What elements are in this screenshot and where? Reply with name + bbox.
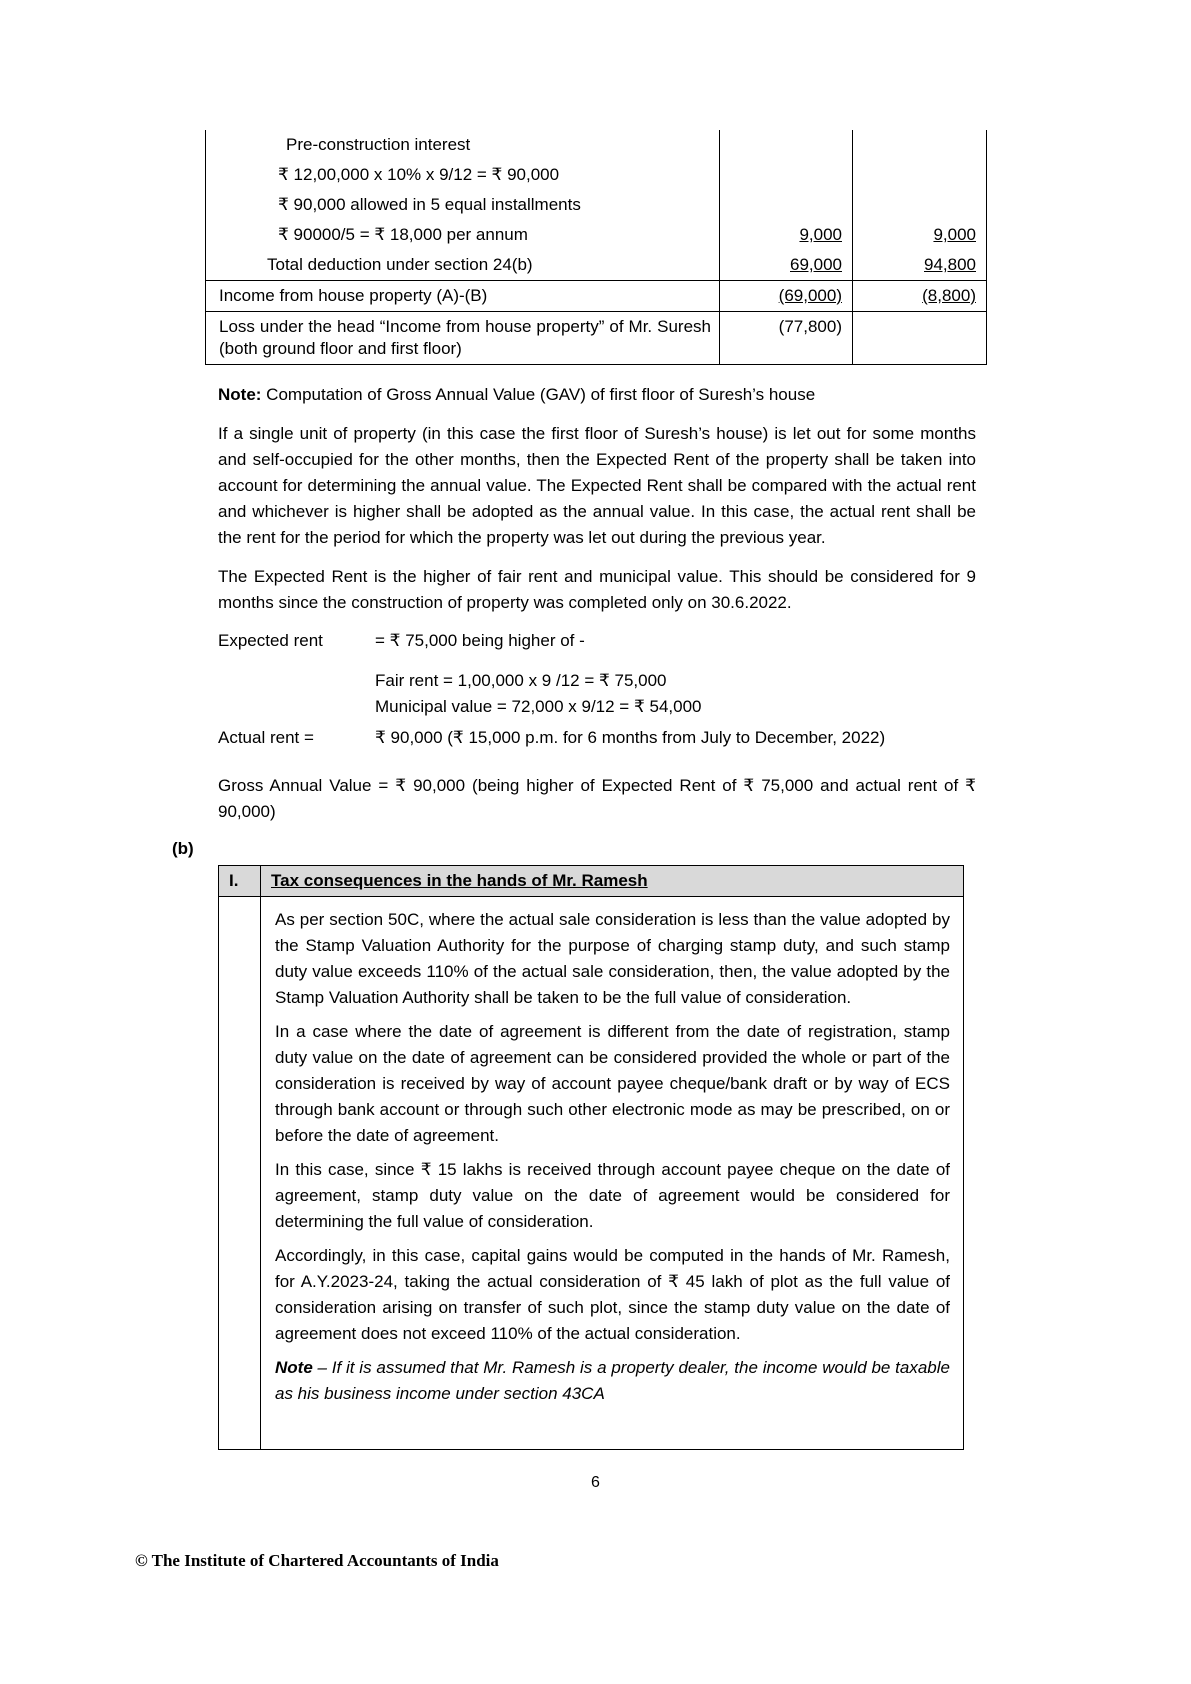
fair-rent-line: Fair rent = 1,00,000 x 9 /12 = ₹ 75,000 [375, 671, 667, 690]
amount-first-floor [853, 130, 987, 160]
amount-ground-floor [720, 281, 853, 312]
paragraph-dealer-note [275, 1355, 950, 1407]
paragraph-15-lakhs: In this case, since ₹ 15 lakhs is received through account payee cheque on the date of agreement, stamp duty value on the date of agreement would be considered for determining the full value of consideration. [275, 1160, 950, 1231]
row-label: Loss under the head “Income from house property” of Mr. Suresh (both ground floor and first floor) [206, 312, 720, 365]
table-row [206, 130, 987, 160]
paragraph-gross-annual-value: Gross Annual Value = ₹ 90,000 (being higher of Expected Rent of ₹ 75,000 and actual rent of ₹ 90,000) [218, 776, 976, 821]
row-label: ₹ 90000/5 = ₹ 18,000 per annum [278, 225, 528, 244]
table-body-row [219, 897, 964, 1450]
amount-ground-floor [720, 190, 853, 220]
table-title-cell [261, 866, 964, 897]
underlined-amount: (8,800) [922, 286, 976, 305]
table-row [206, 281, 987, 312]
amount-ground-floor [720, 250, 853, 281]
table-title: Tax consequences in the hands of Mr. Ramesh [271, 871, 648, 890]
amount-first-floor [853, 220, 987, 250]
amount-first-floor [853, 250, 987, 281]
actual-rent-label: Actual rent = [218, 728, 314, 747]
tax-consequences-table [218, 865, 964, 1450]
expected-rent-label: Expected rent [218, 631, 323, 650]
table-header-row [219, 866, 964, 897]
row-label: ₹ 90,000 allowed in 5 equal installments [278, 195, 581, 214]
table-body-cell [261, 897, 964, 1450]
underlined-amount: (69,000) [778, 286, 842, 305]
amount-first-floor [853, 281, 987, 312]
expected-rent-row [218, 628, 976, 654]
row-number-cell: I. [219, 866, 261, 897]
copyright-footer: © The Institute of Chartered Accountants of India [135, 1551, 499, 1570]
amount-first-floor [853, 312, 987, 365]
paragraph-date-of-agreement: In a case where the date of agreement is different from the date of registration, stamp duty value on the date of agreement can be considered provided the whole or part of the consideration is received by way of account payee cheque/bank draft or by way of ECS through bank account or through such other electronic mode as may be prescribed, on or before the date of agreement. [275, 1022, 950, 1145]
section-b-label: (b) [172, 839, 194, 858]
house-property-computation-table [205, 130, 987, 365]
municipal-value-line: Municipal value = 72,000 x 9/12 = ₹ 54,000 [375, 697, 702, 716]
page-number: 6 [591, 1474, 600, 1491]
paragraph-section-50c: As per section 50C, where the actual sale consideration is less than the value adopted by the Stamp Valuation Authority for the purpose of charging stamp duty, and such stamp duty value exceeds 110% of the actual sale consideration, then, the value adopted by the Stamp Valuation Authority shall be taken to be the full value of consideration. [275, 910, 950, 1007]
table-row [206, 250, 987, 281]
amount-ground-floor [720, 130, 853, 160]
note-label: Note: [218, 385, 262, 404]
expected-rent-value: = ₹ 75,000 being higher of - [375, 631, 585, 650]
content-column [172, 130, 986, 1492]
actual-rent-row [218, 725, 976, 751]
underlined-amount: 9,000 [933, 225, 976, 244]
dealer-note-label: Note [275, 1358, 313, 1377]
underlined-amount: 69,000 [790, 255, 842, 274]
rent-sub-details [375, 668, 975, 720]
row-label: Pre-construction interest [286, 135, 471, 154]
empty-number-cell [219, 897, 261, 1450]
amount-ground-floor [720, 220, 853, 250]
amount-first-floor [853, 160, 987, 190]
row-label: Income from house property (A)-(B) [206, 281, 720, 312]
underlined-amount: 9,000 [799, 225, 842, 244]
amount-ground-floor: (77,800) [720, 312, 853, 365]
gav-note [218, 382, 976, 408]
row-label: Total deduction under section 24(b) [267, 255, 533, 274]
table-row [206, 160, 987, 190]
row-label: ₹ 12,00,000 x 10% x 9/12 = ₹ 90,000 [278, 165, 560, 184]
paragraph-single-unit: If a single unit of property (in this case the first floor of Suresh’s house) is let out for some months and self-occupied for the other months, then the Expected Rent of the property shall be taken into account for determining the annual value. The Expected Rent shall be compared with the actual rent and whichever is higher shall be adopted as the annual value. In this case, the actual rent shall be the rent for the period for which the property was let out during the previous year. [218, 424, 976, 547]
dealer-note-text: – If it is assumed that Mr. Ramesh is a property dealer, the income would be taxable as his business income under section 43CA [275, 1358, 950, 1403]
underlined-amount: 94,800 [924, 255, 976, 274]
note-text: Computation of Gross Annual Value (GAV) of first floor of Suresh’s house [261, 385, 816, 404]
paragraph-capital-gains: Accordingly, in this case, capital gains would be computed in the hands of Mr. Ramesh, for A.Y.2023-24, taking the actual consideration of ₹ 45 lakh of plot as the full value of consideration arising on transfer of such plot, since the stamp duty value on the date of agreement does not exceed 110% of the actual consideration. [275, 1246, 950, 1343]
actual-rent-value: ₹ 90,000 (₹ 15,000 p.m. for 6 months from July to December, 2022) [375, 728, 886, 747]
paragraph-expected-rent-intro: The Expected Rent is the higher of fair rent and municipal value. This should be considered for 9 months since the construction of property was completed only on 30.6.2022. [218, 567, 976, 612]
amount-ground-floor [720, 160, 853, 190]
table-row [206, 190, 987, 220]
amount-first-floor [853, 190, 987, 220]
table-row [206, 312, 987, 365]
table-row [206, 220, 987, 250]
